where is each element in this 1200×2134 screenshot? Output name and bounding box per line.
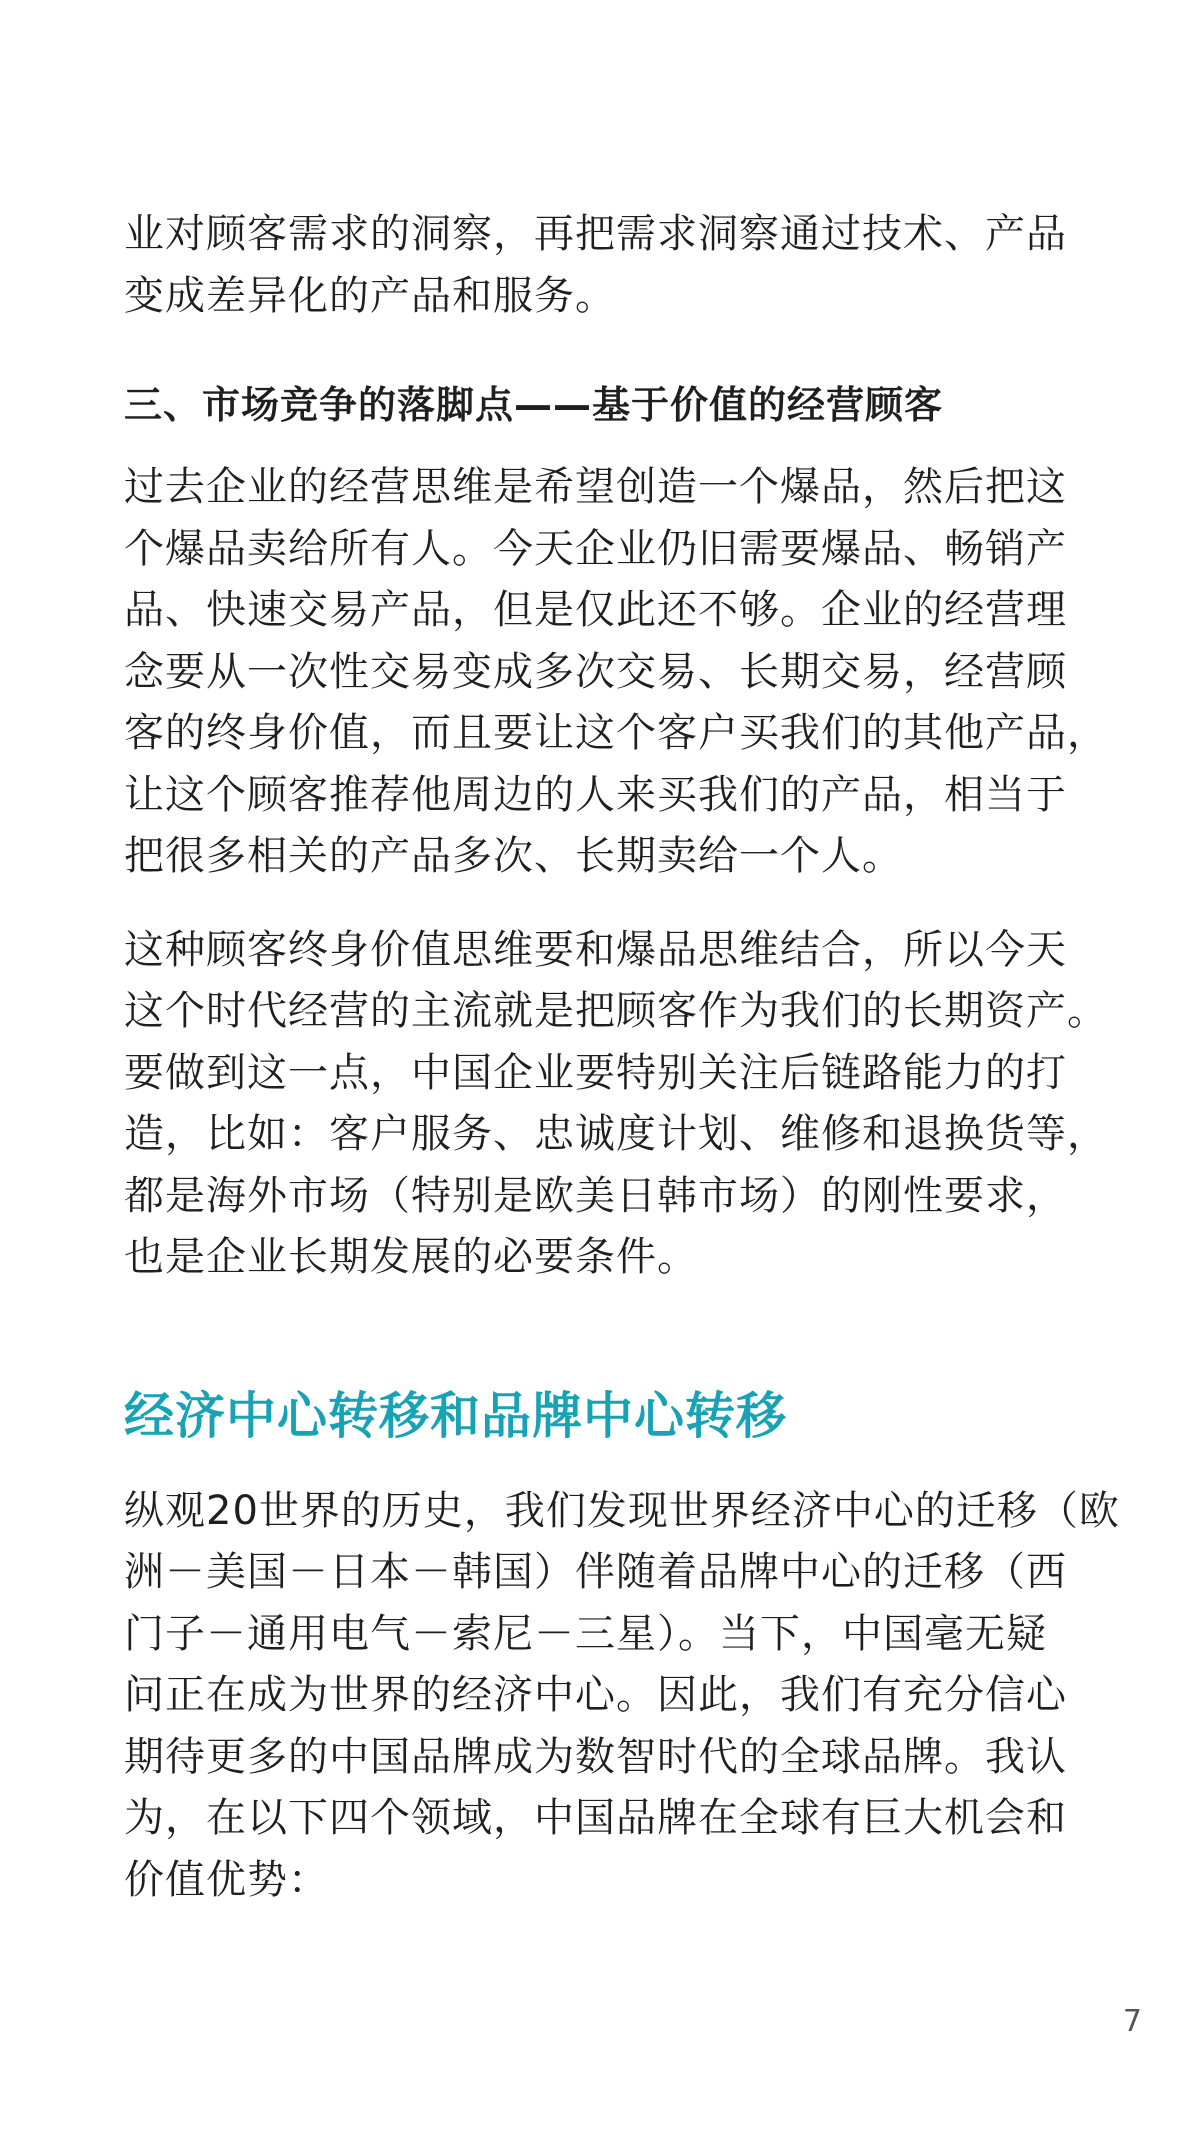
paragraph-economic-center [124,1481,1120,1912]
paragraph-lifetime-value [124,457,1108,888]
text-line: 期待更多的中国品牌成为数智时代的全球品牌。我认 [124,1733,1067,1780]
page-content [124,204,1120,1911]
page-number: 7 [1122,2004,1142,2039]
paragraph-continued [124,204,1084,327]
text-line: 价值优势： [124,1856,329,1903]
text-line: 也是企业长期发展的必要条件。 [124,1234,698,1280]
text-line: 业对顾客需求的洞察，再把需求洞察通过技术、产品 [124,211,1067,257]
text-line: 品、快速交易产品，但是仅此还不够。企业的经营理 [124,587,1067,633]
text-line: 让这个顾客推荐他周边的人来买我们的产品，相当于 [124,771,1067,818]
section-heading: 三、市场竞争的落脚点——基于价值的经营顾客 [124,383,944,427]
text-line: 变成差异化的产品和服务。 [124,272,616,319]
paragraph-customer-asset [124,920,1108,1289]
chapter-heading: 经济中心转移和品牌中心转移 [124,1386,787,1445]
text-line: 念要从一次性交易变成多次交易、长期交易，经营顾 [124,648,1067,695]
text-line: 这个时代经营的主流就是把顾客作为我们的长期资产。 [124,988,1108,1034]
text-line: 客的终身价值，而且要让这个客户买我们的其他产品， [124,710,1108,756]
text-line: 为，在以下四个领域，中国品牌在全球有巨大机会和 [124,1795,1067,1841]
text-line: 问正在成为世界的经济中心。因此，我们有充分信心 [124,1672,1067,1718]
text-line: 纵观20世界的历史，我们发现世界经济中心的迁移（欧 [124,1487,1120,1534]
text-line: 造，比如：客户服务、忠诚度计划、维修和退换货等， [124,1111,1108,1157]
text-line: 都是海外市场（特别是欧美日韩市场）的刚性要求， [124,1172,1067,1219]
text-line: 洲－美国－日本－韩国）伴随着品牌中心的迁移（西 [124,1549,1067,1595]
text-line: 把很多相关的产品多次、长期卖给一个人。 [124,833,903,879]
text-line: 门子－通用电气－索尼－三星）。当下，中国毫无疑 [124,1610,1047,1657]
text-line: 要做到这一点，中国企业要特别关注后链路能力的打 [124,1049,1067,1096]
text-line: 过去企业的经营思维是希望创造一个爆品，然后把这 [124,464,1067,510]
text-line: 这种顾客终身价值思维要和爆品思维结合，所以今天 [124,926,1067,973]
text-line: 个爆品卖给所有人。今天企业仍旧需要爆品、畅销产 [124,525,1067,572]
